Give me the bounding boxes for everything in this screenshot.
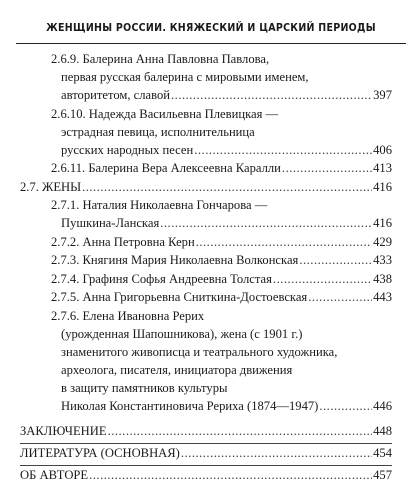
dot-leader	[108, 424, 373, 439]
toc-entry-2-6-10-line2: эстрадная певица, исполнительница	[61, 125, 255, 139]
header-rule	[16, 43, 406, 44]
dot-leader	[196, 235, 372, 250]
toc-entry-title: Пушкина-Ланская	[61, 216, 160, 230]
toc-section-2-7[interactable]	[20, 180, 392, 195]
toc-entry-author[interactable]	[20, 468, 392, 483]
toc-entry-2-7-6[interactable]	[61, 399, 392, 414]
toc-entry-title: ЛИТЕРАТУРА (ОСНОВНАЯ)	[20, 446, 180, 460]
toc-entry-conclusion[interactable]	[20, 424, 392, 439]
toc-entry-2-6-9-line2: первая русская балерина с мировыми именем,	[61, 70, 309, 84]
toc-page-number: 433	[373, 253, 392, 267]
toc-entry-title: 2.7. ЖЕНЫ	[20, 180, 82, 194]
toc-entry-2-6-10[interactable]	[61, 143, 392, 158]
toc-page-number: 438	[373, 272, 392, 286]
toc-entry-2-7-6-line2: (урожденная Шапошникова), жена (с 1901 г.)	[61, 327, 303, 341]
toc-entry-title: 2.7.5. Анна Григорьевна Сниткина-Достоевская	[51, 290, 308, 304]
toc-entry-2-7-1[interactable]	[61, 216, 392, 231]
toc-page-number: 413	[373, 161, 392, 175]
dot-leader	[299, 253, 372, 268]
toc-entry-title: 2.7.4. Графиня Софья Андреевна Толстая	[51, 272, 272, 286]
dot-leader	[308, 290, 372, 305]
dot-leader	[171, 88, 372, 103]
toc-entry-title: ОБ АВТОРЕ	[20, 468, 89, 482]
running-header: ЖЕНЩИНЫ РОССИИ. КНЯЖЕСКИЙ И ЦАРСКИЙ ПЕРИОДЫ	[46, 22, 376, 34]
toc-entry-title: 2.7.3. Княгиня Мария Николаевна Волконская	[51, 253, 299, 267]
toc-page-number: 448	[373, 424, 392, 438]
toc-entry-2-6-9-line1: 2.6.9. Балерина Анна Павловна Павлова,	[51, 52, 270, 66]
toc-entry-2-7-1-line1: 2.7.1. Наталия Николаевна Гончарова —	[51, 198, 268, 212]
toc-entry-literature[interactable]	[20, 446, 392, 461]
toc-entry-2-6-11[interactable]	[51, 161, 392, 176]
toc-entry-title: Николая Константиновича Рериха (1874—1947)	[61, 399, 319, 413]
dot-leader	[194, 143, 372, 158]
divider	[20, 443, 392, 444]
toc-page-number: 406	[373, 143, 392, 157]
toc-entry-title: ЗАКЛЮЧЕНИЕ	[20, 424, 107, 438]
toc-entry-2-7-4[interactable]	[51, 272, 392, 287]
dot-leader	[181, 446, 372, 461]
toc-entry-2-6-9[interactable]	[61, 88, 392, 103]
toc-entry-2-7-6-line5: в защиту памятников культуры	[61, 381, 228, 395]
toc-entry-2-7-6-line3: знаменитого живописца и театрального художника,	[61, 345, 338, 359]
toc-entry-2-7-2[interactable]	[51, 235, 392, 250]
dot-leader	[160, 216, 372, 231]
dot-leader	[273, 272, 372, 287]
toc-entry-title: 2.6.11. Балерина Вера Алексеевна Каралли	[51, 161, 281, 175]
toc-page-number: 446	[373, 399, 392, 413]
toc-page-number: 429	[373, 235, 392, 249]
toc-page-number: 416	[373, 180, 392, 194]
dot-leader	[89, 468, 372, 483]
toc-entry-title: русских народных песен	[61, 143, 194, 157]
toc-page-number: 416	[373, 216, 392, 230]
toc-page-number: 454	[373, 446, 392, 460]
dot-leader	[319, 399, 372, 414]
toc-page-number: 397	[373, 88, 392, 102]
toc-page-number: 443	[373, 290, 392, 304]
dot-leader	[282, 161, 372, 176]
divider	[20, 465, 392, 466]
toc-entry-title: авторитетом, славой	[61, 88, 171, 102]
toc-entry-2-7-3[interactable]	[51, 253, 392, 268]
toc-entry-title: 2.7.2. Анна Петровна Керн	[51, 235, 195, 249]
toc-entry-2-7-5[interactable]	[51, 290, 392, 305]
toc-entry-2-7-6-line4: археолога, писателя, инициатора движения	[61, 363, 293, 377]
toc-entry-2-7-6-line1: 2.7.6. Елена Ивановна Рерих	[51, 309, 205, 323]
toc-page-number: 457	[373, 468, 392, 482]
dot-leader	[82, 180, 372, 195]
toc-entry-2-6-10-line1: 2.6.10. Надежда Васильевна Плевицкая —	[51, 107, 279, 121]
